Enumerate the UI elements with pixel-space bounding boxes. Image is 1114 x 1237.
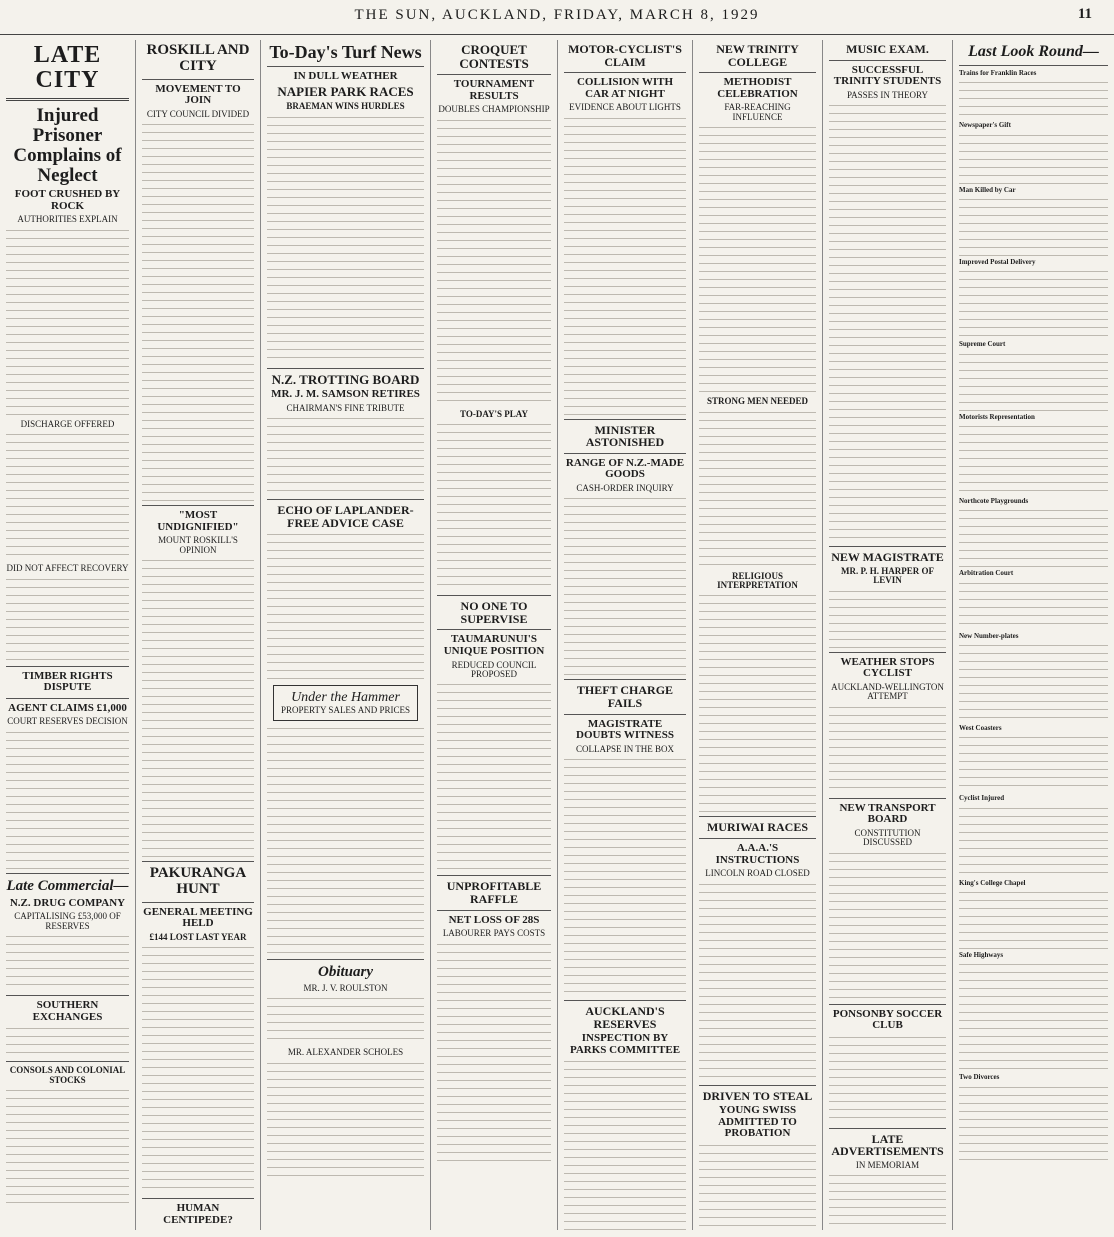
- property-sales-subtitle: PROPERTY SALES AND PRICES: [281, 705, 410, 716]
- column-2: [136, 40, 261, 1230]
- auckland-wellington-subhead: AUCKLAND-WELLINGTON ATTEMPT: [831, 681, 944, 702]
- passes-theory-subhead: PASSES IN THEORY: [846, 89, 929, 100]
- harper-subhead: MR. P. H. HARPER OF LEVIN: [841, 565, 934, 586]
- last-look-item-body: [959, 196, 1108, 256]
- strong-men-subhead: STRONG MEN NEEDED: [706, 396, 808, 407]
- under-hammer-title: Under the Hammer: [291, 690, 400, 706]
- laplander-headline: ECHO OF LAPLANDER-FREE ADVICE CASE: [277, 503, 414, 530]
- authorities-explain-subhead: AUTHORITIES EXPLAIN: [17, 214, 118, 225]
- range-goods-subhead: RANGE OF N.Z.-MADE GOODS: [565, 456, 685, 481]
- last-look-item-body: [959, 507, 1108, 567]
- roskill-opinion-subhead: MOUNT ROSKILL'S OPINION: [158, 535, 238, 555]
- last-look-item-body: [959, 423, 1108, 495]
- agent-claims-subhead: AGENT CLAIMS £1,000: [8, 701, 127, 714]
- constitution-subhead: CONSTITUTION DISCUSSED: [854, 827, 921, 848]
- trinity-college-headline: NEW TRINITY COLLEGE: [716, 42, 799, 69]
- braeman-subhead: BRAEMAN WINS HURDLES: [286, 101, 405, 112]
- late-city-heading: LATE CITY: [33, 42, 102, 94]
- did-not-affect-subhead: DID NOT AFFECT RECOVERY: [6, 563, 129, 574]
- new-magistrate-headline: NEW MAGISTRATE: [831, 550, 944, 565]
- court-reserves-subhead: COURT RESERVES DECISION: [7, 716, 128, 727]
- todays-play-subhead: TO-DAY'S PLAY: [460, 408, 528, 419]
- column-8: [953, 40, 1114, 1230]
- last-look-item-body: [959, 132, 1108, 184]
- reduced-council-subhead: REDUCED COUNCIL PROPOSED: [451, 659, 537, 679]
- last-look-item-title: New Number-plates: [959, 631, 1019, 640]
- last-look-item-title: Improved Postal Delivery: [959, 258, 1036, 267]
- most-undignified-headline: "MOST UNDIGNIFIED": [157, 509, 239, 533]
- ponsonby-soccer-headline: PONSONBY SOCCER CLUB: [832, 1007, 943, 1032]
- napier-park-subhead: NAPIER PARK RACES: [277, 84, 414, 100]
- turf-news-headline: To-Day's Turf News: [269, 42, 422, 62]
- no-one-supervise-headline: NO ONE TO SUPERVISE: [460, 599, 528, 626]
- last-look-item-body: [959, 642, 1108, 722]
- timber-rights-headline: TIMBER RIGHTS DISPUTE: [22, 669, 113, 694]
- music-exam-headline: MUSIC EXAM.: [846, 42, 929, 56]
- council-divided-subhead: CITY COUNCIL DIVIDED: [146, 108, 250, 119]
- human-centipede-headline: HUMAN CENTIPEDE?: [163, 1202, 233, 1226]
- last-look-item-body: [959, 580, 1108, 630]
- last-look-item-body: [959, 734, 1108, 792]
- last-look-item-title: Trains for Franklin Races: [959, 69, 1037, 77]
- last-look-item-title: Northcote Playgrounds: [959, 497, 1029, 506]
- auckland-reserves-headline: AUCKLAND'S RESERVES: [585, 1004, 665, 1031]
- roskill-city-headline: ROSKILL AND CITY: [146, 42, 250, 74]
- last-look-item-body: [959, 1084, 1108, 1164]
- religious-subhead: RELIGIOUS INTERPRETATION: [717, 570, 798, 591]
- last-look-item-body: [959, 79, 1108, 119]
- foot-crushed-subhead: FOOT CRUSHED BY ROCK: [14, 188, 121, 212]
- successful-trinity-subhead: SUCCESSFUL TRINITY STUDENTS: [833, 63, 942, 88]
- nz-drug-company-headline: N.Z. DRUG COMPANY: [9, 896, 126, 909]
- roulston-subhead: MR. J. V. ROULSTON: [303, 982, 388, 993]
- last-look-items: [959, 70, 1108, 1164]
- general-meeting-subhead: GENERAL MEETING HELD: [143, 905, 253, 930]
- theft-charge-headline: THEFT CHARGE FAILS: [576, 683, 674, 711]
- unprofitable-raffle-headline: UNPROFITABLE RAFFLE: [446, 879, 542, 906]
- southern-exchanges-headline: SOUTHERN EXCHANGES: [32, 999, 103, 1023]
- discharge-offered-subhead: DISCHARGE OFFERED: [20, 418, 115, 429]
- trotting-board-headline: N.Z. TROTTING BOARD: [271, 371, 420, 387]
- cash-order-subhead: CASH-ORDER INQUIRY: [576, 483, 674, 493]
- column-1: [0, 40, 136, 1230]
- last-look-item-title: Safe Highways: [959, 951, 1004, 960]
- far-reaching-subhead: FAR-REACHING INFLUENCE: [724, 102, 791, 122]
- under-hammer-box: [273, 685, 418, 720]
- collision-subhead: COLLISION WITH CAR AT NIGHT: [576, 76, 674, 100]
- column-7: [823, 40, 953, 1230]
- parks-committee-subhead: INSPECTION BY PARKS COMMITTEE: [569, 1032, 681, 1056]
- last-look-item-title: Supreme Court: [959, 340, 1006, 349]
- page-number: 11: [1077, 6, 1092, 22]
- scholes-subhead: MR. ALEXANDER SCHOLES: [287, 1047, 404, 1058]
- magistrate-doubts-subhead: MAGISTRATE DOUBTS WITNESS: [576, 717, 674, 742]
- net-loss-subhead: NET LOSS OF 28S: [448, 913, 540, 926]
- croquet-headline: CROQUET CONTESTS: [459, 42, 529, 71]
- movement-to-join-subhead: MOVEMENT TO JOIN: [155, 82, 241, 107]
- last-look-item-body: [959, 351, 1108, 411]
- last-look-item-title: Cyclist Injured: [959, 794, 1005, 803]
- late-commercial-heading: Late Commercial—: [6, 877, 129, 894]
- weather-stops-headline: WEATHER STOPS CYCLIST: [840, 655, 935, 680]
- driven-to-steal-headline: DRIVEN TO STEAL: [702, 1088, 813, 1103]
- last-look-item-body: [959, 268, 1108, 338]
- masthead-title: THE SUN, AUCKLAND, FRIDAY, MARCH 8, 1929: [354, 7, 760, 23]
- chairman-tribute-subhead: CHAIRMAN'S FINE TRIBUTE: [286, 402, 405, 413]
- last-look-item-title: Man Killed by Car: [959, 185, 1016, 194]
- last-look-item-body: [959, 961, 1108, 1071]
- muriwai-races-headline: MURIWAI RACES: [706, 820, 808, 835]
- last-look-item-title: Newspaper's Gift: [959, 121, 1011, 130]
- methodist-subhead: METHODIST CELEBRATION: [717, 76, 798, 100]
- last-look-round-heading: Last Look Round—: [968, 43, 1099, 60]
- last-look-item-title: King's College Chapel: [959, 878, 1026, 887]
- motorcyclist-headline: MOTOR-CYCLIST'S CLAIM: [568, 42, 682, 69]
- in-memoriam-subhead: IN MEMORIAM: [855, 1159, 920, 1170]
- column-4: [431, 40, 558, 1230]
- pakuranga-hunt-headline: PAKURANGA HUNT: [149, 865, 247, 897]
- last-look-item-title: West Coasters: [959, 724, 1002, 733]
- injured-prisoner-headline: Injured Prisoner Complains of Neglect: [13, 105, 122, 187]
- obituary-heading: Obituary: [317, 963, 373, 980]
- column-5: [558, 40, 693, 1230]
- last-look-item-title: Two Divorces: [959, 1073, 1000, 1082]
- last-look-item-title: Motorists Representation: [959, 412, 1035, 421]
- minister-astonished-headline: MINISTER ASTONISHED: [585, 422, 665, 450]
- capitalising-subhead: CAPITALISING £53,000 OF RESERVES: [14, 911, 121, 931]
- lincoln-road-subhead: LINCOLN ROAD CLOSED: [705, 868, 810, 879]
- taumarunui-subhead: TAUMARUNUI'S UNIQUE POSITION: [443, 633, 545, 657]
- last-look-item-body: [959, 889, 1108, 949]
- collapse-box-subhead: COLLAPSE IN THE BOX: [575, 743, 675, 754]
- late-advertisements-headline: LATE ADVERTISEMENTS: [831, 1131, 944, 1159]
- last-look-item-body: [959, 805, 1108, 877]
- doubles-subhead: DOUBLES CHAMPIONSHIP: [438, 104, 550, 115]
- transport-board-headline: NEW TRANSPORT BOARD: [839, 801, 936, 826]
- dull-weather-subhead: IN DULL WEATHER: [293, 69, 398, 82]
- samson-retires-subhead: MR. J. M. SAMSON RETIRES: [271, 388, 420, 401]
- masthead: [0, 0, 1114, 35]
- evidence-lights-subhead: EVIDENCE ABOUT LIGHTS: [569, 102, 681, 113]
- lost-last-year-subhead: £144 LOST LAST YEAR: [149, 931, 247, 942]
- tournament-results-subhead: TOURNAMENT RESULTS: [453, 78, 535, 102]
- column-3: [261, 40, 431, 1230]
- labourer-pays-subhead: LABOURER PAYS COSTS: [442, 928, 546, 939]
- column-6: [693, 40, 823, 1230]
- aaa-instructions-subhead: A.A.A.'S INSTRUCTIONS: [715, 842, 800, 866]
- consols-headline: CONSOLS AND COLONIAL STOCKS: [9, 1065, 126, 1085]
- last-look-item-title: Arbitration Court: [959, 569, 1014, 578]
- young-swiss-subhead: YOUNG SWISS ADMITTED TO PROBATION: [718, 1104, 797, 1140]
